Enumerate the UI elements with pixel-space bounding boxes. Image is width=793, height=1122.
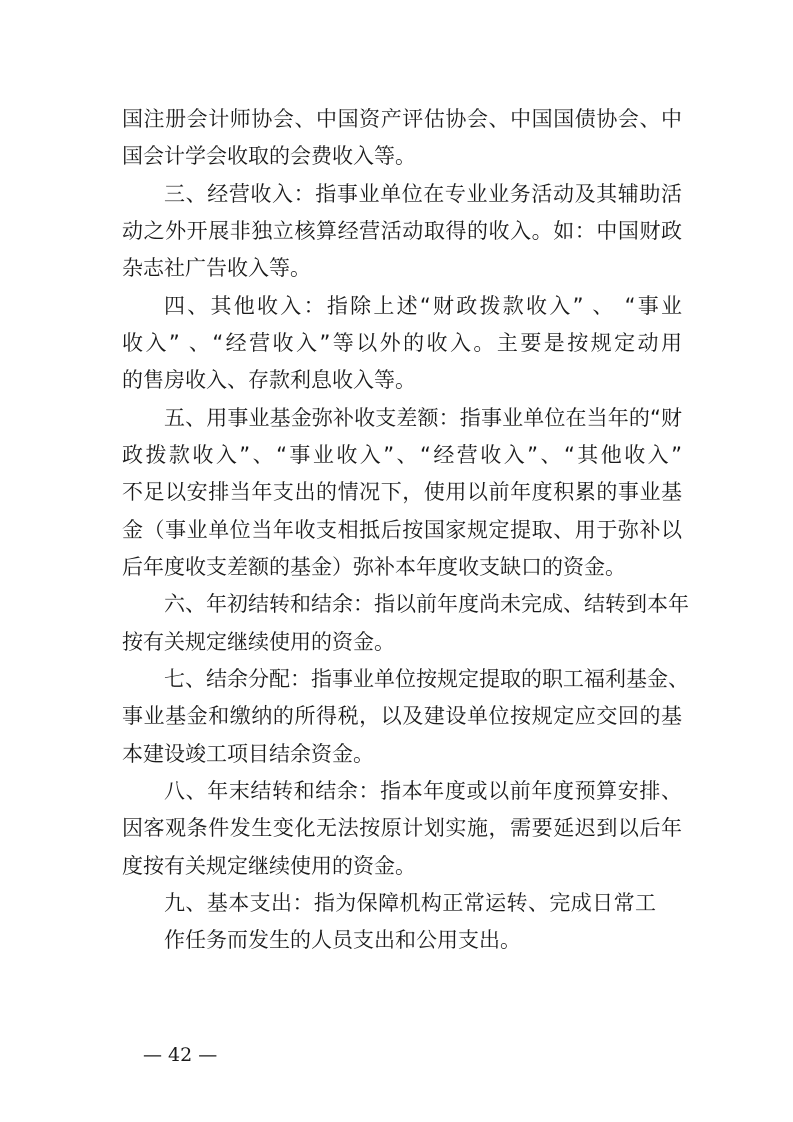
body-line: 杂志社广告收入等。 [122,256,311,280]
paragraph-heading-9: 九、基本支出：指为保障机构正常运转、完成日常工 [164,891,656,915]
paragraph-heading-3: 三、经营收入：指事业单位在专业业务活动及其辅助活 [164,182,682,206]
paragraph-heading-6: 六、年初结转和结余：指以前年度尚未完成、结转到本年 [164,592,689,616]
body-line: 的售房收入、存款利息收入等。 [122,368,416,392]
body-line: 因客观条件发生变化无法按原计划实施，需要延迟到以后年 [122,816,682,840]
body-line: 国注册会计师协会、中国资产评估协会、中国国债协会、中 [122,107,682,131]
body-line: 收入” 、“经营收入”等以外的收入。主要是按规定动用 [122,331,682,355]
body-line: 本建设竣工项目结余资金。 [122,742,374,766]
paragraph-heading-8: 八、年末结转和结余：指本年度或以前年度预算安排、 [164,779,682,803]
body-line: 不足以安排当年支出的情况下，使用以前年度积累的事业基 [122,480,682,504]
paragraph-heading-5: 五、用事业基金弥补收支差额：指事业单位在当年的“财 [164,406,682,430]
body-line: 事业基金和缴纳的所得税，以及建设单位按规定应交回的基 [122,704,682,728]
body-line: 度按有关规定继续使用的资金。 [122,854,416,878]
page-number: — 42 — [143,1044,218,1066]
body-line: 后年度收支差额的基金）弥补本年度收支缺口的资金。 [122,555,626,579]
body-line: 金（事业单位当年收支相抵后按国家规定提取、用于弥补以 [122,518,682,542]
body-line: 政拨款收入”、“事业收入”、“经营收入”、“其他收入” [122,443,682,467]
body-line: 国会计学会收取的会费收入等。 [122,144,416,168]
body-line: 按有关规定继续使用的资金。 [122,630,395,654]
paragraph-heading-7: 七、结余分配：指事业单位按规定提取的职工福利基金、 [164,667,689,691]
body-line: 动之外开展非独立核算经营活动取得的收入。如：中国财政 [122,219,682,243]
paragraph-heading-4: 四、其他收入：指除上述“财政拨款收入” 、 “事业 [164,294,682,318]
body-line: 作任务而发生的人员支出和公用支出。 [164,928,521,952]
